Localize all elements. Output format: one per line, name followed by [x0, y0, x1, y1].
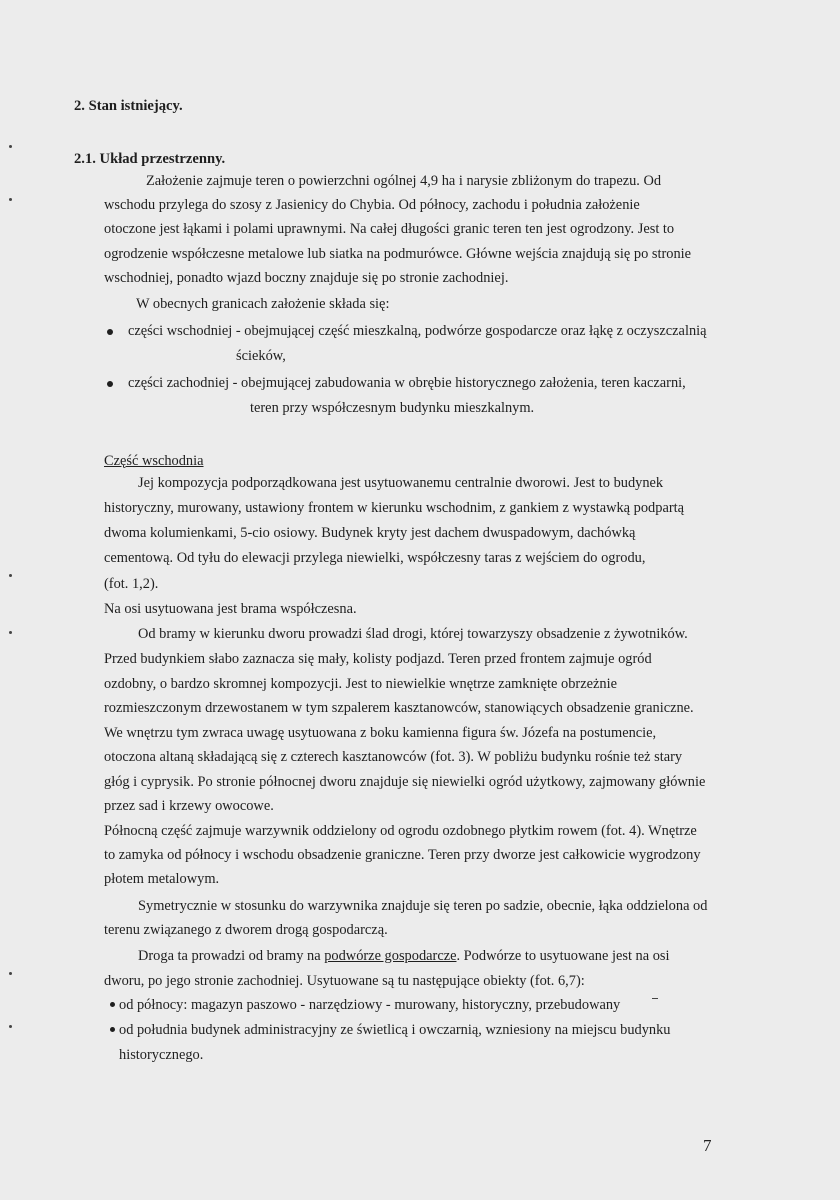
paragraph-line: wschodu przylega do szosy z Jasienicy do Chybia. Od północy, zachodu i południa założenie	[104, 197, 640, 213]
list-item: części wschodniej - obejmującej część mieszkalną, podwórze gospodarcze oraz łąkę z oczyszczalnią	[128, 323, 707, 339]
paragraph-line: otoczona altaną składającą się z czterech kasztanowców (fot. 3). W pobliżu budynku rośnie też stary	[104, 749, 683, 765]
paragraph-line: Na osi usytuowana jest brama współczesna.	[104, 601, 357, 617]
paragraph-line: rozmieszczonym drzewostanem w tym szpalerem kasztanowców, stanowiących obsadzenie graniczne.	[104, 700, 694, 716]
subsection-heading: 2.1. Układ przestrzenny.	[74, 151, 226, 167]
paragraph-line: Symetrycznie w stosunku do warzywnika znajduje się teren po sadzie, obecnie, łąka oddzielona od	[138, 898, 708, 914]
paragraph-line: wschodniej, ponadto wjazd boczny znajduje się po stronie zachodniej.	[104, 270, 509, 286]
text-run: Droga ta prowadzi od bramy na	[138, 948, 325, 964]
paragraph-line: otoczone jest łąkami i polami uprawnymi. Na całej długości granic teren ten jest ogrodzony. Jest to	[104, 221, 675, 237]
paragraph-line: Jej kompozycja podporządkowana jest usytuowanemu centralnie dworowi. Jest to budynek	[138, 475, 664, 491]
paragraph-line: (fot. 1,2).	[104, 576, 159, 592]
paragraph-line: ogrodzenie współczesne metalowe lub siatka na podmurówce. Główne wejścia znajdują się po stronie	[104, 246, 692, 262]
bullet-dot	[107, 381, 113, 387]
paragraph-line: historyczny, murowany, ustawiony frontem w kierunku wschodnim, z gankiem z wystawką podpartą	[104, 500, 685, 516]
page-number: 7	[703, 1136, 712, 1155]
scan-speck	[9, 972, 12, 975]
scan-speck	[9, 631, 12, 634]
paragraph-line: cementową. Od tyłu do elewacji przylega niewielki, współczesny taras z wejściem do ogrodu,	[104, 550, 646, 566]
paragraph-line: We wnętrzu tym zwraca uwagę usytuowana z boku kamienna figura św. Józefa na postumencie,	[104, 725, 657, 741]
paragraph-line: W obecnych granicach założenie składa się:	[136, 296, 390, 312]
paragraph-line: to zamyka od północy i wschodu obsadzenie graniczne. Teren przy dworze jest całkowicie wygrodzony	[104, 847, 701, 863]
paragraph-line: Od bramy w kierunku dworu prowadzi ślad drogi, której towarzyszy obsadzenie z żywotników.	[138, 626, 688, 642]
section-heading: 2. Stan istniejący.	[74, 98, 183, 114]
list-item: od południa budynek administracyjny ze świetlicą i owczarnią, wzniesiony na miejscu budynku	[119, 1022, 671, 1038]
subheading-east-part: Część wschodnia	[104, 453, 204, 469]
bullet-dot	[107, 329, 113, 335]
paragraph-line: ozdobny, o bardzo skromnej kompozycji. Jest to niewielkie wnętrze zamknięte obrzeżnie	[104, 676, 617, 692]
underlined-term: podwórze gospodarcze	[324, 948, 457, 964]
paragraph-line: dworu, po jego stronie zachodniej. Usytuowane są tu następujące obiekty (fot. 6,7):	[104, 973, 585, 989]
paragraph-line: Przed budynkiem słabo zaznacza się mały, kolisty podjazd. Teren przed frontem zajmuje ogród	[104, 651, 652, 667]
scan-speck	[9, 145, 12, 148]
list-item-continuation: teren przy współczesnym budynku mieszkalnym.	[250, 400, 535, 416]
scan-speck	[9, 1025, 12, 1028]
scan-dash	[652, 998, 658, 999]
paragraph-line: przez sad i krzewy owocowe.	[104, 798, 274, 814]
paragraph-line: terenu związanego z dworem drogą gospodarczą.	[104, 922, 388, 938]
paragraph-line: Założenie zajmuje teren o powierzchni ogólnej 4,9 ha i narysie zbliżonym do trapezu. Od	[146, 173, 662, 189]
paragraph-line	[138, 947, 670, 965]
scan-speck	[9, 574, 12, 577]
paragraph-line: dwoma kolumienkami, 5-cio osiowy. Budynek kryty jest dachem dwuspadowym, dachówką	[104, 525, 636, 541]
list-item: od północy: magazyn paszowo - narzędziowy - murowany, historyczny, przebudowany	[119, 997, 621, 1013]
paragraph-line: głóg i cyprysik. Po stronie północnej dworu znajduje się niewielki ogród użytkowy, zajmowany głównie	[104, 774, 706, 790]
text-run: . Podwórze to usytuowane jest na osi	[456, 948, 670, 964]
paragraph-line: Północną część zajmuje warzywnik oddzielony od ogrodu ozdobnego płytkim rowem (fot. 4). Wnętrze	[104, 823, 697, 839]
paragraph-line: płotem metalowym.	[104, 871, 220, 887]
bullet-dot	[110, 1027, 115, 1032]
scan-speck	[9, 198, 12, 201]
list-item-continuation: ścieków,	[236, 348, 286, 364]
list-item: części zachodniej - obejmującej zabudowania w obrębie historycznego założenia, teren kaczarni,	[128, 375, 686, 391]
list-item-continuation: historycznego.	[119, 1047, 204, 1063]
bullet-dot	[110, 1002, 115, 1007]
